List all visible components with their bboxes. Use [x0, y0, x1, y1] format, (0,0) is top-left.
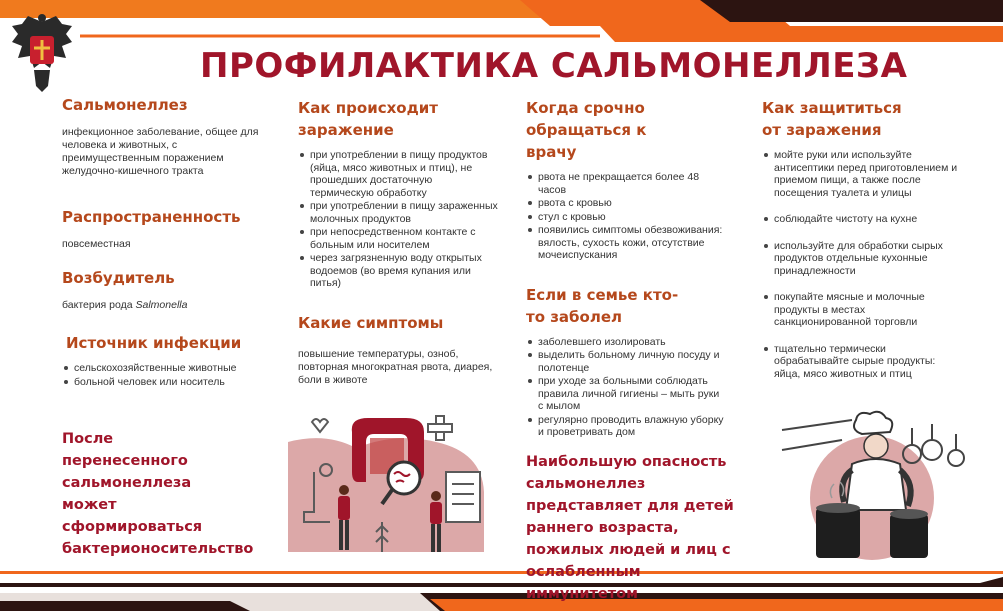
list-item: сельскохозяйственные животные — [62, 362, 272, 375]
list-item: регулярно проводить влажную уборку и проветривать дом — [526, 414, 726, 439]
top-decorative-band — [0, 0, 1003, 42]
list-item: покупайте мясные и молочные продукты в местах санкционированной торговли — [762, 291, 962, 329]
family-list — [526, 336, 726, 439]
list-item: мойте руки или используйте антисептики перед приготовлением и приемом пищи, а также после посещения туалета и улицы — [762, 149, 962, 199]
list-item: появились симптомы обезвоживания: вялость, сухость кожи, отсутствие мочеиспускания — [526, 224, 726, 262]
heading-prevalence: Распространенность — [62, 208, 241, 226]
list-item: при употреблении в пищу продуктов (яйца, мясо животных и птиц), не прошедших достаточную термическую обработку — [298, 149, 498, 199]
heading-infection-source: Источник инфекции — [66, 334, 242, 352]
list-item: стул с кровью — [526, 211, 726, 224]
list-item: рвота не прекращается более 48 часов — [526, 171, 726, 196]
heading-protection: Как защититься от заражения — [762, 99, 902, 139]
list-item: соблюдайте чистоту на кухне — [762, 213, 962, 226]
list-item: при уходе за больными соблюдать правила личной гигиены – мыть руки с мылом — [526, 375, 726, 413]
bottom-decorative-band — [0, 563, 1003, 611]
list-item: используйте для обработки сырых продуктов отдельные кухонные принадлежности — [762, 240, 962, 278]
column-protection — [762, 97, 962, 394]
list-item: через загрязненную воду открытых водоемов (во время купания или питья) — [298, 252, 498, 290]
list-item: рвота с кровью — [526, 197, 726, 210]
list-item: при непосредственном контакте с больным или носителем — [298, 226, 498, 251]
risk-groups-warning: Наибольшую опасность сальмонеллез представляет для детей раннего возраста, пожилых людей и лиц с ослабленным иммунитетом — [526, 453, 734, 602]
pathogen-text — [62, 299, 272, 312]
heading-transmission: Как происходит заражение — [298, 99, 438, 139]
heading-pathogen: Возбудитель — [62, 269, 175, 287]
list-item: выделить больному личную посуду и полотенце — [526, 349, 726, 374]
list-item: тщательно термически обрабатывайте сырые продукты: яйца, мясо животных и птиц — [762, 343, 962, 381]
list-item: заболевшего изолировать — [526, 336, 726, 349]
definition-text: инфекционное заболевание, общее для человека и животных, с преимущественным поражением желудочно-кишечного тракта — [62, 126, 259, 177]
transmission-list — [298, 149, 498, 290]
chef-cooking-illustration-icon — [772, 410, 972, 560]
intestine-doctors-illustration-icon — [286, 412, 486, 558]
list-item: больной человек или носитель — [62, 376, 272, 389]
column-about — [62, 94, 272, 560]
column-when-to-see-doctor — [526, 97, 734, 605]
infection-source-list — [62, 362, 272, 388]
pathogen-genus: Salmonella — [135, 299, 188, 311]
heading-see-doctor: Когда срочно обращаться к врачу — [526, 99, 647, 161]
protection-list — [762, 149, 962, 380]
heading-symptoms: Какие симптомы — [298, 313, 444, 332]
column-transmission — [298, 97, 498, 387]
prevalence-text: повсеместная — [62, 238, 131, 250]
heading-salmonellosis: Сальмонеллез — [62, 96, 188, 114]
heading-family-member-ill: Если в семье кто-то заболел — [526, 285, 679, 326]
symptoms-text: повышение температуры, озноб, повторная многократная рвота, диарея, боли в животе — [298, 347, 493, 386]
doctor-list — [526, 171, 726, 262]
list-item: при употреблении в пищу зараженных молочных продуктов — [298, 200, 498, 225]
page-title: ПРОФИЛАКТИКА САЛЬМОНЕЛЛЕЗА — [200, 46, 908, 86]
pathogen-prefix: бактерия рода — [62, 299, 136, 311]
double-headed-eagle-emblem-icon — [8, 12, 76, 96]
carrier-warning: После перенесенного сальмонеллеза может сформироваться бактерионосительство — [62, 431, 254, 557]
